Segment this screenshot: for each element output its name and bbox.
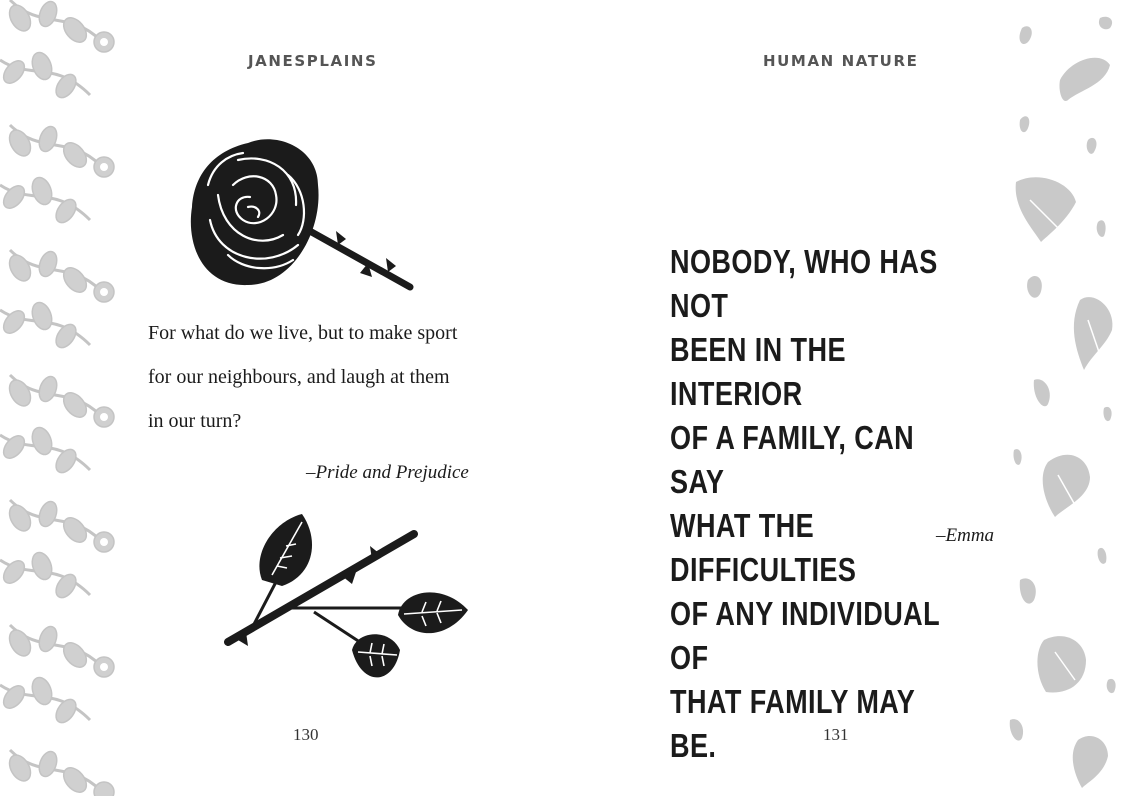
- page-number: 131: [823, 725, 849, 744]
- quote-text: [670, 240, 957, 768]
- quote-line: THAT FAMILY MAY BE.: [670, 683, 915, 764]
- quote-line: OF ANY INDIVIDUAL OF: [670, 595, 940, 676]
- rose-illustration: [188, 135, 418, 295]
- page-number: 130: [293, 725, 319, 744]
- quote-line: BEEN IN THE INTERIOR: [670, 331, 846, 412]
- quote-attribution: –Emma: [936, 525, 995, 546]
- quote-text: [148, 311, 488, 443]
- quote-line: OF A FAMILY, CAN SAY: [670, 419, 915, 500]
- quote-line: NOBODY, WHO HAS NOT: [670, 243, 938, 324]
- running-head: JANESPLAINS: [248, 52, 378, 70]
- quote-line: For what do we live, but to make sport: [148, 322, 458, 344]
- quote-line: WHAT THE DIFFICULTIES: [670, 507, 857, 588]
- quote-attribution: –Pride and Prejudice: [306, 462, 469, 483]
- running-head: HUMAN NATURE: [763, 52, 919, 70]
- thorny-stem-illustration: [222, 510, 472, 690]
- falling-leaves-border: [1000, 0, 1139, 796]
- quote-line: in our turn?: [148, 410, 242, 432]
- quote-line: for our neighbours, and laugh at them: [148, 366, 450, 388]
